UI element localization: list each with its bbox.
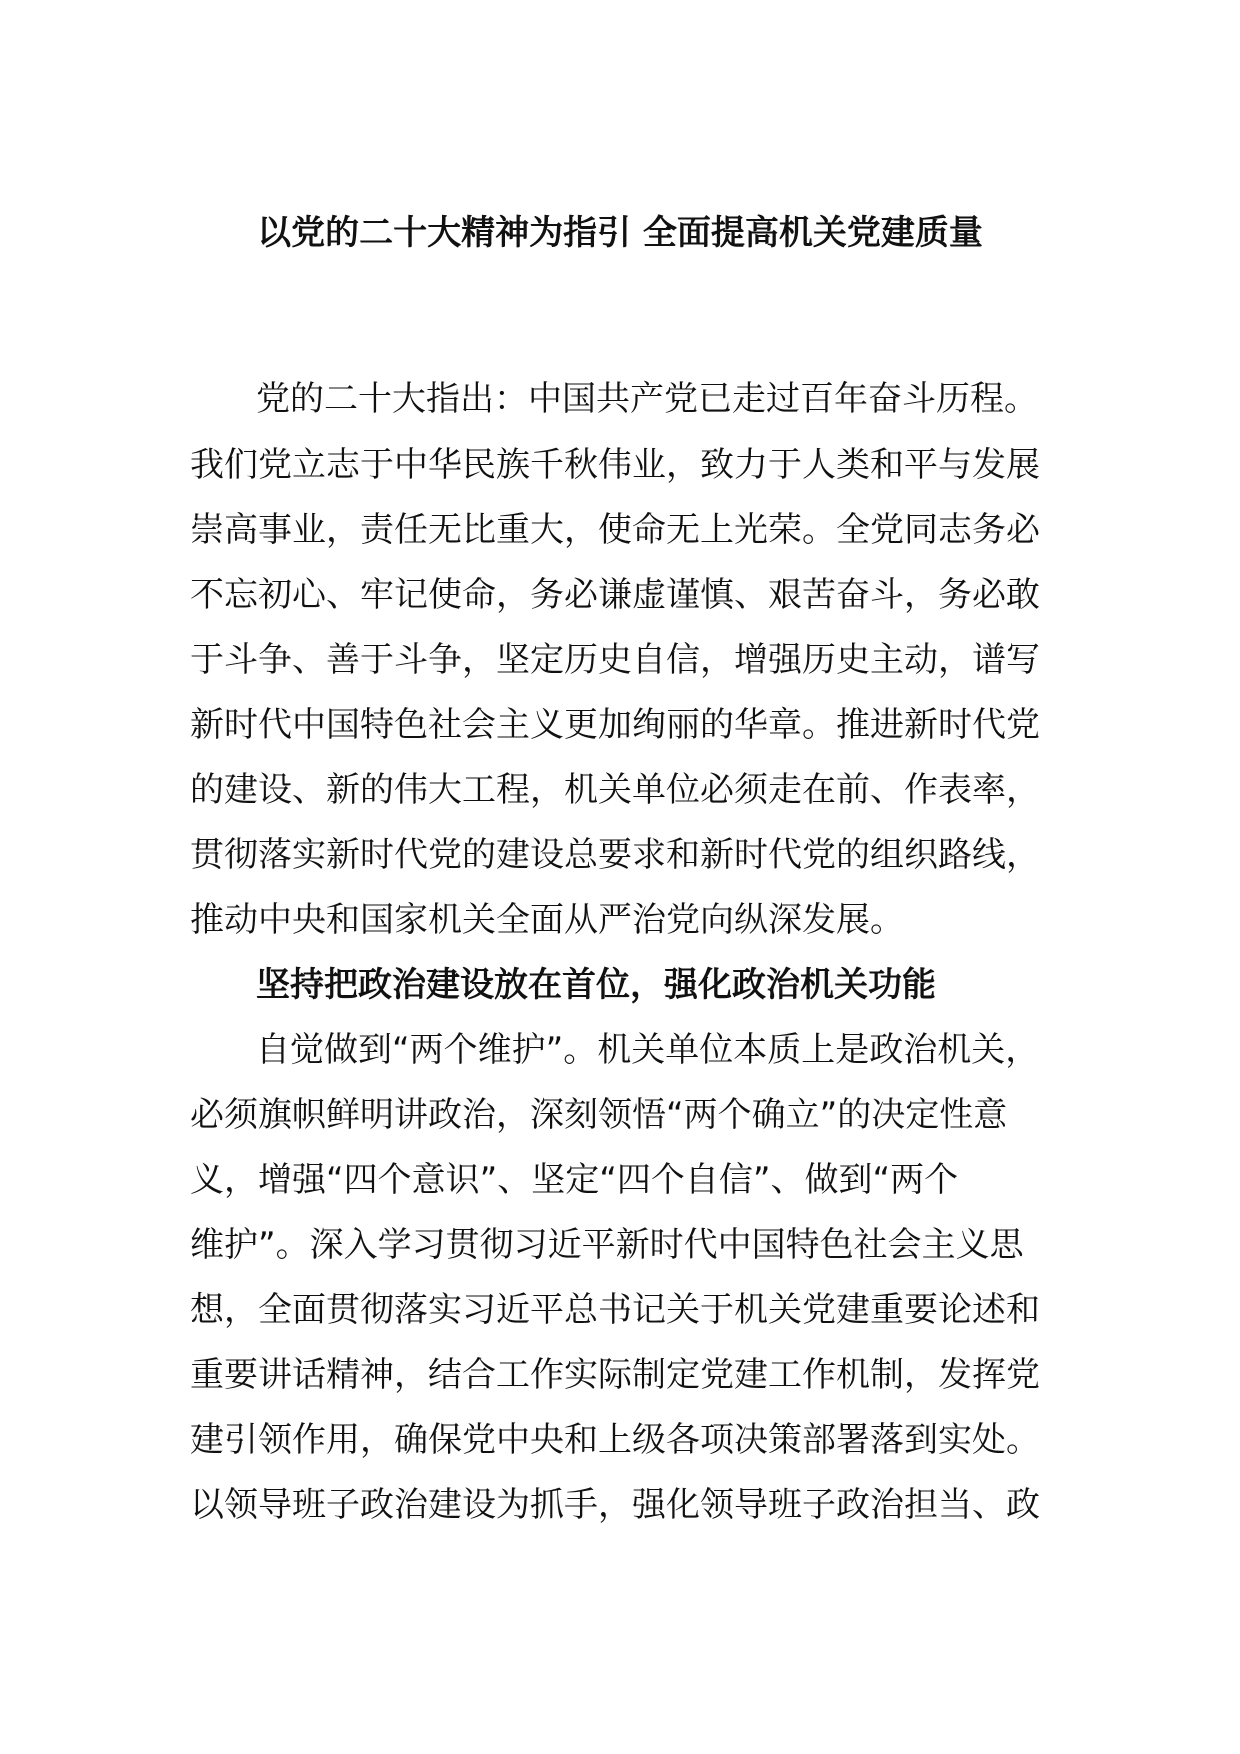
paragraph-2-line-7: 建引领作用，确保党中央和上级各项决策部署落到实处。 xyxy=(190,1420,1040,1460)
paragraph-2-line-6: 重要讲话精神，结合工作实际制定党建工作机制，发挥党 xyxy=(190,1355,1040,1395)
paragraph-1-line-7: 的建设、新的伟大工程，机关单位必须走在前、作表率， xyxy=(190,770,1040,810)
paragraph-1-line-4: 不忘初心、牢记使命，务必谦虚谨慎、艰苦奋斗，务必敢 xyxy=(190,575,1040,615)
paragraph-1-line-8: 贯彻落实新时代党的建设总要求和新时代党的组织路线， xyxy=(190,835,1040,875)
paragraph-2-line-1: 自觉做到“两个维护”。机关单位本质上是政治机关， xyxy=(256,1030,1040,1070)
paragraph-1-line-2: 我们党立志于中华民族千秋伟业，致力于人类和平与发展 xyxy=(190,445,1040,485)
section-heading: 坚持把政治建设放在首位，强化政治机关功能 xyxy=(256,965,936,1005)
document-title: 以党的二十大精神为指引 全面提高机关党建质量 xyxy=(257,213,983,253)
paragraph-2-line-8: 以领导班子政治建设为抓手，强化领导班子政治担当、政 xyxy=(190,1485,1040,1525)
paragraph-1-line-3: 崇高事业，责任无比重大，使命无上光荣。全党同志务必 xyxy=(190,510,1040,550)
paragraph-2-line-4: 维护”。深入学习贯彻习近平新时代中国特色社会主义思 xyxy=(190,1225,1024,1265)
paragraph-2-line-2: 必须旗帜鲜明讲政治，深刻领悟“两个确立”的决定性意 xyxy=(190,1095,1008,1135)
paragraph-2-line-3: 义，增强“四个意识”、坚定“四个自信”、做到“两个 xyxy=(190,1160,959,1200)
paragraph-2-line-5: 想，全面贯彻落实习近平总书记关于机关党建重要论述和 xyxy=(190,1290,1040,1330)
paragraph-1-line-9: 推动中央和国家机关全面从严治党向纵深发展。 xyxy=(190,900,904,940)
paragraph-1-line-1: 党的二十大指出：中国共产党已走过百年奋斗历程。 xyxy=(256,379,1038,419)
paragraph-1-line-5: 于斗争、善于斗争，坚定历史自信，增强历史主动，谱写 xyxy=(190,640,1040,680)
paragraph-1-line-6: 新时代中国特色社会主义更加绚丽的华章。推进新时代党 xyxy=(190,705,1040,745)
